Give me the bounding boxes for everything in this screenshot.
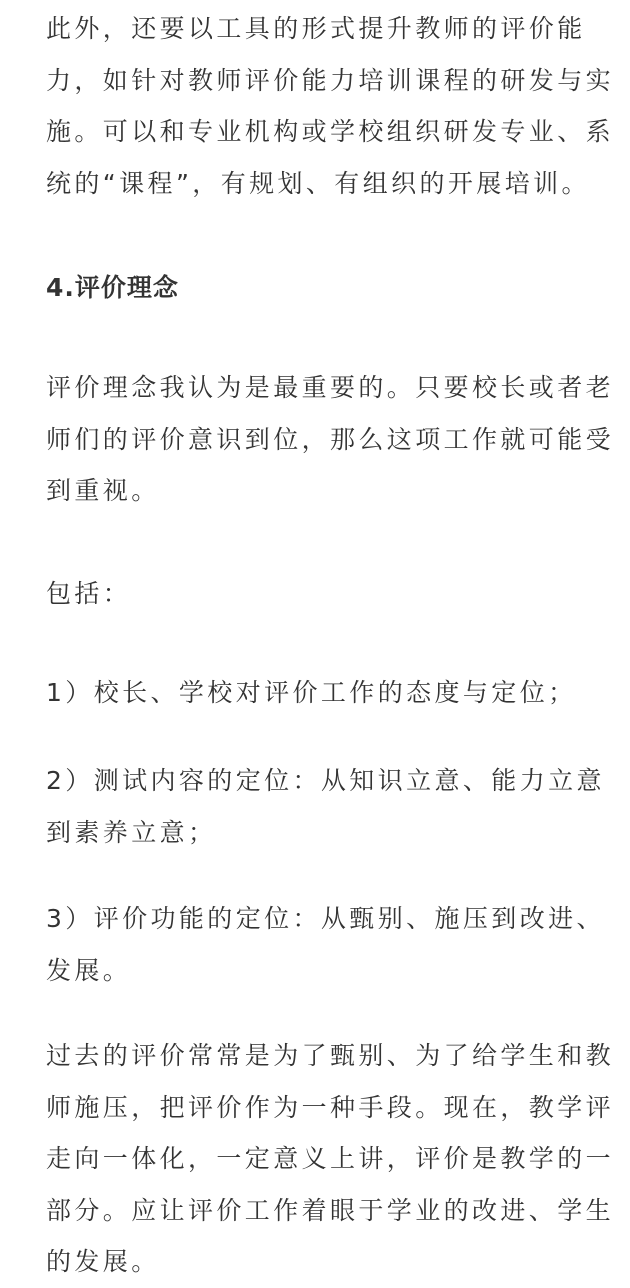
text-line: 评价理念我认为是最重要的。只要校长或者老 xyxy=(46,373,615,402)
text-line: 发展。 xyxy=(46,955,132,985)
text-line: 师施压，把评价作为一种手段。现在，教学评 xyxy=(46,1092,615,1122)
text-line: 1）校长、学校对评价工作的态度与定位； xyxy=(46,678,577,707)
text-line: 过去的评价常常是为了甄别、为了给学生和教 xyxy=(46,1041,615,1070)
paragraph-includes: 包括： xyxy=(46,579,132,608)
text-line: 此外，还要以工具的形式提升教师的评价能 xyxy=(46,14,586,43)
text-line: 走向一体化，一定意义上讲，评价是教学的一 xyxy=(46,1144,615,1173)
text-line: 部分。应让评价工作着眼于学业的改进、学生 xyxy=(46,1195,615,1225)
paragraph-concept xyxy=(46,362,614,517)
text-line: 到重视。 xyxy=(46,476,160,505)
list-item-3 xyxy=(46,893,605,996)
text-line: 师们的评价意识到位，那么这项工作就可能受 xyxy=(46,424,615,454)
list-item-2 xyxy=(46,755,605,858)
list-item-1 xyxy=(46,667,577,719)
text-line: 的发展。 xyxy=(46,1247,160,1276)
text-line: 统的“课程”，有规划、有组织的开展培训。 xyxy=(46,168,590,198)
text-line: 3）评价功能的定位：从甄别、施压到改进、 xyxy=(46,904,605,933)
text-line: 到素养立意； xyxy=(46,817,217,847)
text-line: 施。可以和专业机构或学校组织研发专业、系 xyxy=(46,117,615,146)
paragraph-teacher-ability xyxy=(46,3,614,209)
text-line: 力，如针对教师评价能力培训课程的研发与实 xyxy=(46,65,615,95)
text-line: 2）测试内容的定位：从知识立意、能力立意 xyxy=(46,766,605,795)
section-heading: 4.评价理念 xyxy=(46,273,179,302)
paragraph-past-evaluation xyxy=(46,1030,614,1288)
